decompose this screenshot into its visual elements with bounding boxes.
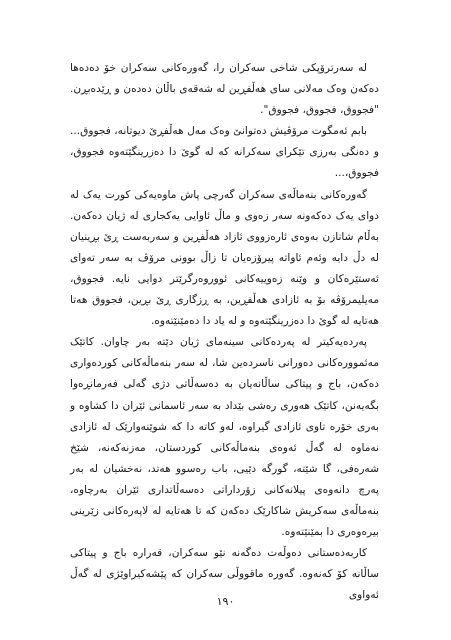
- paragraph-3: گەورەکانی بنەماڵەی سەکران گەرچی پاش ماوەیەکی کورت یەک لە دوای یەک دەکەونە سەر زەوی و ماڵ ئاوایی یەکجاری لە ژیان دەکەن. بەڵام شانازن بەوەی ئارەزووی ئازاد هەڵفڕین و سەربەست ڕێ بڕینیان لە دڵ دایە وئەم ئاواتە پیرۆزەیان تا زاڵ بوونی مرۆڤ بە سەر تەوای ئەستێرەکان و وێنە زەوییەکانی ئووروەرگرێتر دوایی نایە. فجووق، مەیلیمرۆڤە بۆ بە ئازادی هەڵفڕین، بە ڕزگاری ڕێ بڕین، فجووق هەتا هەتایە لە گوێ دا دەزرینگێتەوە و لە یاد دا دەمێنێتەوە.: [70, 188, 379, 328]
- body-text: [70, 58, 379, 606]
- paragraph-4: پەردەیەکیتر لە پەردەکانی سینەمای ژیان دێتە بەر چاوان. کاتێک مەئموورەکانی دەورانی ناسردەین شا، لە سەر بنەماڵەکانی کوردەواری دەکەن، باج و پیتاکی ساڵانەیان بە دەسەڵاتی دژی گەلی فەرمانڕەوا بگەیەنن، کاتێک هەوری رەشی بێداد بە سەر ئاسمانی ئێران دا کشاوە و بەری خۆرە تاوی ئازادی گیراوە، لەو کاتە دا کە شوێنەوارێک لە ئازادی نەماوە لە گەڵ ئەوەی بنەماڵەکانی کوردستان، مەزنەکەنە، شێخ شەرەفی، گا شێتە، گورگە دێیی، باب رەسوو هەتد، نەخشیان لە بەر پەرچ دانەوەی پیلانەکانی زۆرداراتی دەسەڵاتداری ئێران بەرچاوە، بنەماڵەی سەکریش شاکارێک دەکەن کە تا هەتایە لە لاپەرەکانی زێرینی بیرەوەری دا بمێنێتەوە.: [70, 336, 379, 539]
- paragraph-5: کاربەدەستانی دەوڵەت دەگەنە نێو سەکران، قەرارە باج و پیتاکی ساڵانە کۆ کەنەوە. گەورە ماقووڵی سەکران کە پێشەکیراوێژی لە گەڵ ئەواوی: [70, 547, 379, 602]
- paragraph-1: لە سەرترۆپکی شاخی سەکران را، گەورەکانی سەکران خۆ دەدەها دەکەن وەک مەلانی سای هەڵفڕین لە شەقەی باڵان دەدەن و ڕێدەبڕن. "فجووق، فجووق، فجووق".: [70, 62, 379, 117]
- paragraph-2: بابم ئەمگوت مرۆڤیش دەتوانێ وەک مەل هەڵفڕێ دیوتانە، فجووق... و دەنگی بەرزی تێکرای سەکرانە کە لە گوێ دا دەزرینگێتەوە فجووق، فجووق،...: [70, 125, 379, 180]
- page-number: ١٩٠: [216, 595, 235, 608]
